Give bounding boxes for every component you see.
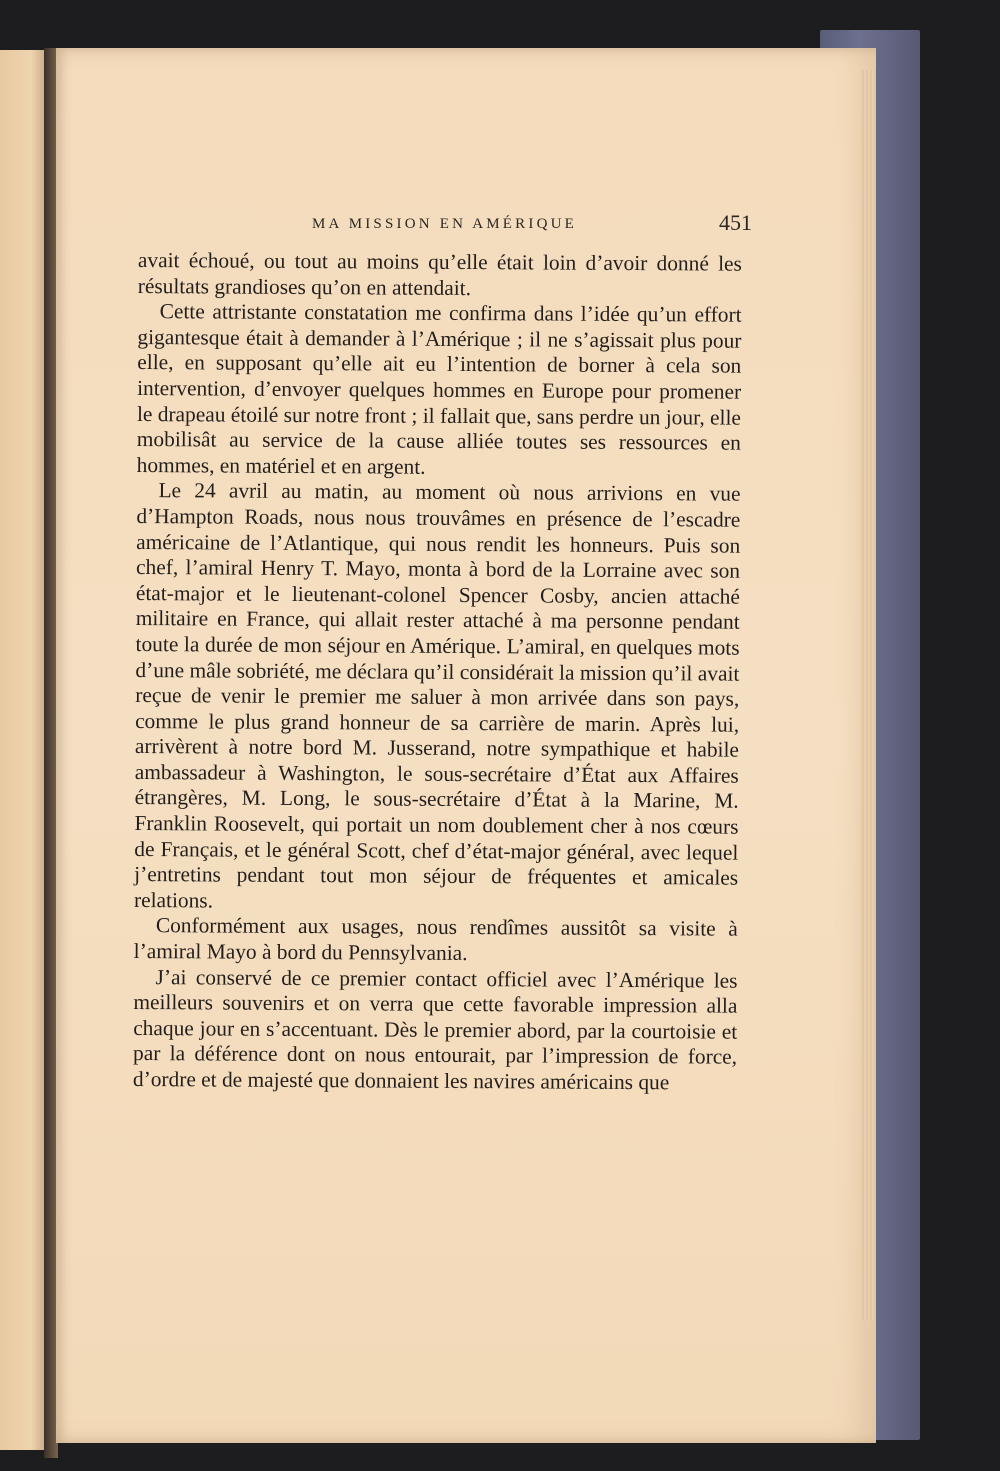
running-header xyxy=(312,210,752,240)
paragraph: J’ai conservé de ce premier contact officiel avec l’Amérique les meilleurs souvenirs et on verra que cette favorable impression alla chaque jour en s’accentuant. Dès le premier abord, par la courtoisie et par la déférence dont on nous entourait, par l’impression de force, d’ordre et de majesté que donnaient les navires américains que xyxy=(132,964,738,1095)
paragraph: avait échoué, ou tout au moins qu’elle était loin d’avoir donné les résultats grandioses qu’on en attendait. xyxy=(137,248,742,300)
paragraph: Conformément aux usages, nous rendîmes aussitôt sa visite à l’amiral Mayo à bord du Pennsylvania. xyxy=(133,913,738,966)
body-text xyxy=(133,248,742,1096)
paragraph: Le 24 avril au matin, au moment où nous arrivions en vue d’Hampton Roads, nous nous trouvâmes en présence de l’escadre américaine de l’Atlantique, qui nous rendit les honneurs. Puis son chef, l’amiral Henry T. Mayo, monta à bord de la Lorraine avec son état-major et le lieutenant-colonel Spencer Cosby, ancien attaché militaire en France, qui allait rester attaché à ma personne pendant toute la durée de mon séjour en Amérique. L’amiral, en quelques mots d’une mâle sobriété, me déclara qu’il considérait la mission qu’il avait reçue de venir le premier me saluer à mon arrivée dans son pays, comme le plus grand honneur de sa carrière de marin. Après lui, arrivèrent à notre bord M. Jusserand, notre sympathique et habile ambassadeur à Washington, le sous-secrétaire d’État aux Affaires étrangères, M. Long, le sous-secrétaire d’État à la Marine, M. Franklin Roosevelt, qui portait un nom doublement cher à nos cœurs de Français, et le général Scott, chef d’état-major général, avec lequel j’entretins pendant tout mon séjour de fréquentes et amicales relations. xyxy=(133,478,741,913)
paragraph: Cette attristante constatation me confirma dans l’idée qu’un effort gigantesque était à demander à l’Amérique ; il ne s’agissait plus pour elle, en supposant qu’elle ait eu l’intention de borner à cela son intervention, d’envoyer quelques hommes en Europe pour promener le drapeau étoilé sur notre front ; il fallait que, sans perdre un jour, elle mobilisât au service de la cause alliée toutes ses ressources en hommes, en matériel et en argent. xyxy=(136,299,742,479)
page-stack-edge xyxy=(860,70,876,1320)
running-title: MA MISSION EN AMÉRIQUE xyxy=(312,216,577,232)
page-number: 451 xyxy=(719,210,752,235)
